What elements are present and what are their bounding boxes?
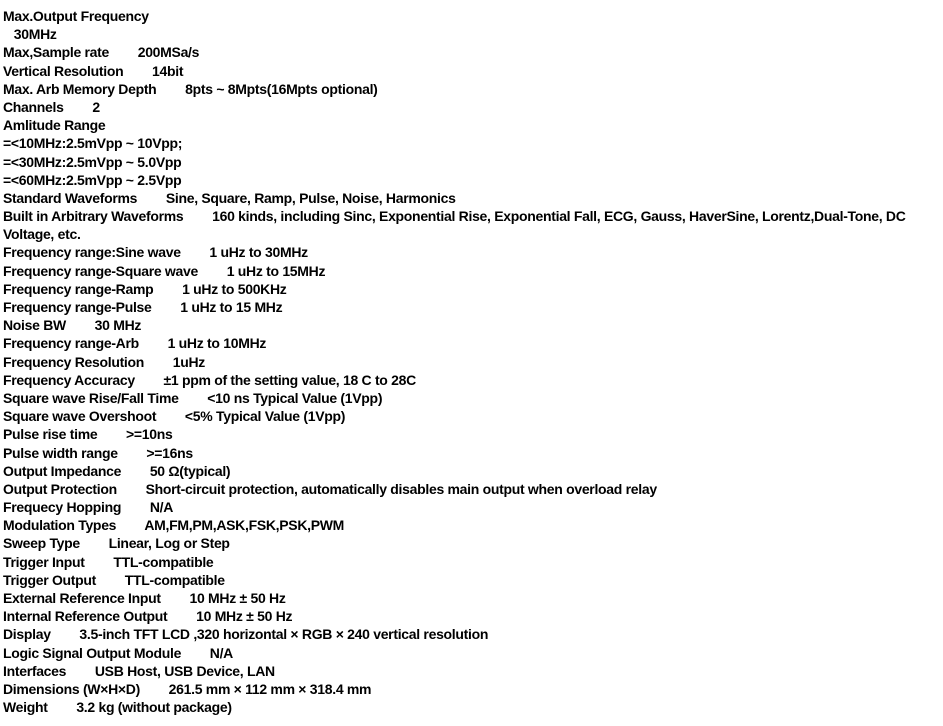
spec-line: Trigger Input TTL-compatible [3, 553, 214, 570]
spec-line: Sweep Type Linear, Log or Step [3, 535, 230, 552]
spec-line: Pulse rise time >=10ns [3, 426, 173, 443]
spec-line: Amlitude Range [3, 117, 106, 134]
spec-line: External Reference Input 10 MHz ± 50 Hz [3, 590, 286, 606]
spec-line: Frequency range-Pulse 1 uHz to 15 MHz [3, 299, 283, 315]
spec-line: Frequecy Hopping N/A [3, 499, 174, 516]
spec-line: 30MHz [3, 26, 57, 43]
spec-line: Modulation Types AM,FM,PM,ASK,FSK,PSK,PWM [3, 517, 345, 534]
spec-line: Dimensions (W×H×D) 261.5 mm × 112 mm × 318.4 mm [3, 680, 372, 697]
spec-line: Output Impedance 50 Ω(typical) [3, 462, 231, 479]
spec-line: Channels 2 [3, 98, 100, 115]
spec-line: Max.Output Frequency [3, 8, 149, 24]
spec-line: Built in Arbitrary Waveforms 160 kinds, including Sinc, Exponential Rise, Exponential Fall, ECG, Gauss, HaverSine, Lorentz,Dual-Tone, DC [3, 208, 906, 225]
spec-sheet [3, 7, 941, 716]
spec-line: Max. Arb Memory Depth 8pts ~ 8Mpts(16Mpts optional) [3, 80, 378, 97]
spec-line: Weight 3.2 kg (without package) [3, 699, 232, 716]
spec-line: Pulse width range >=16ns [3, 444, 193, 461]
spec-line: Interfaces USB Host, USB Device, LAN [3, 662, 275, 679]
spec-line: Output Protection Short-circuit protection, automatically disables main output when overload relay [3, 480, 657, 497]
spec-line: Voltage, etc. [3, 226, 81, 243]
spec-line: =<10MHz:2.5mVpp ~ 10Vpp; [3, 135, 183, 152]
spec-line: Noise BW 30 MHz [3, 317, 142, 334]
spec-line: Vertical Resolution 14bit [3, 62, 184, 79]
spec-line: Frequency range-Ramp 1 uHz to 500KHz [3, 280, 287, 297]
spec-line: Logic Signal Output Module N/A [3, 644, 233, 661]
spec-line: Frequency range-Square wave 1 uHz to 15MHz [3, 262, 326, 279]
spec-line: Max,Sample rate 200MSa/s [3, 44, 200, 61]
spec-line: =<30MHz:2.5mVpp ~ 5.0Vpp [3, 153, 182, 170]
spec-line: Square wave Overshoot <5% Typical Value (1Vpp) [3, 408, 346, 425]
spec-line: Internal Reference Output 10 MHz ± 50 Hz [3, 608, 293, 625]
spec-line: Square wave Rise/Fall Time <10 ns Typical Value (1Vpp) [3, 389, 383, 406]
spec-line: Display 3.5-inch TFT LCD ,320 horizontal × RGB × 240 vertical resolution [3, 626, 489, 643]
spec-line: Frequency Resolution 1uHz [3, 353, 205, 370]
spec-line: =<60MHz:2.5mVpp ~ 2.5Vpp [3, 171, 182, 188]
spec-line: Frequency Accuracy ±1 ppm of the setting value, 18 C to 28C [3, 371, 416, 388]
spec-line: Frequency range:Sine wave 1 uHz to 30MHz [3, 244, 308, 261]
spec-line: Frequency range-Arb 1 uHz to 10MHz [3, 335, 267, 352]
spec-line: Trigger Output TTL-compatible [3, 571, 225, 588]
spec-line: Standard Waveforms Sine, Square, Ramp, Pulse, Noise, Harmonics [3, 189, 456, 206]
